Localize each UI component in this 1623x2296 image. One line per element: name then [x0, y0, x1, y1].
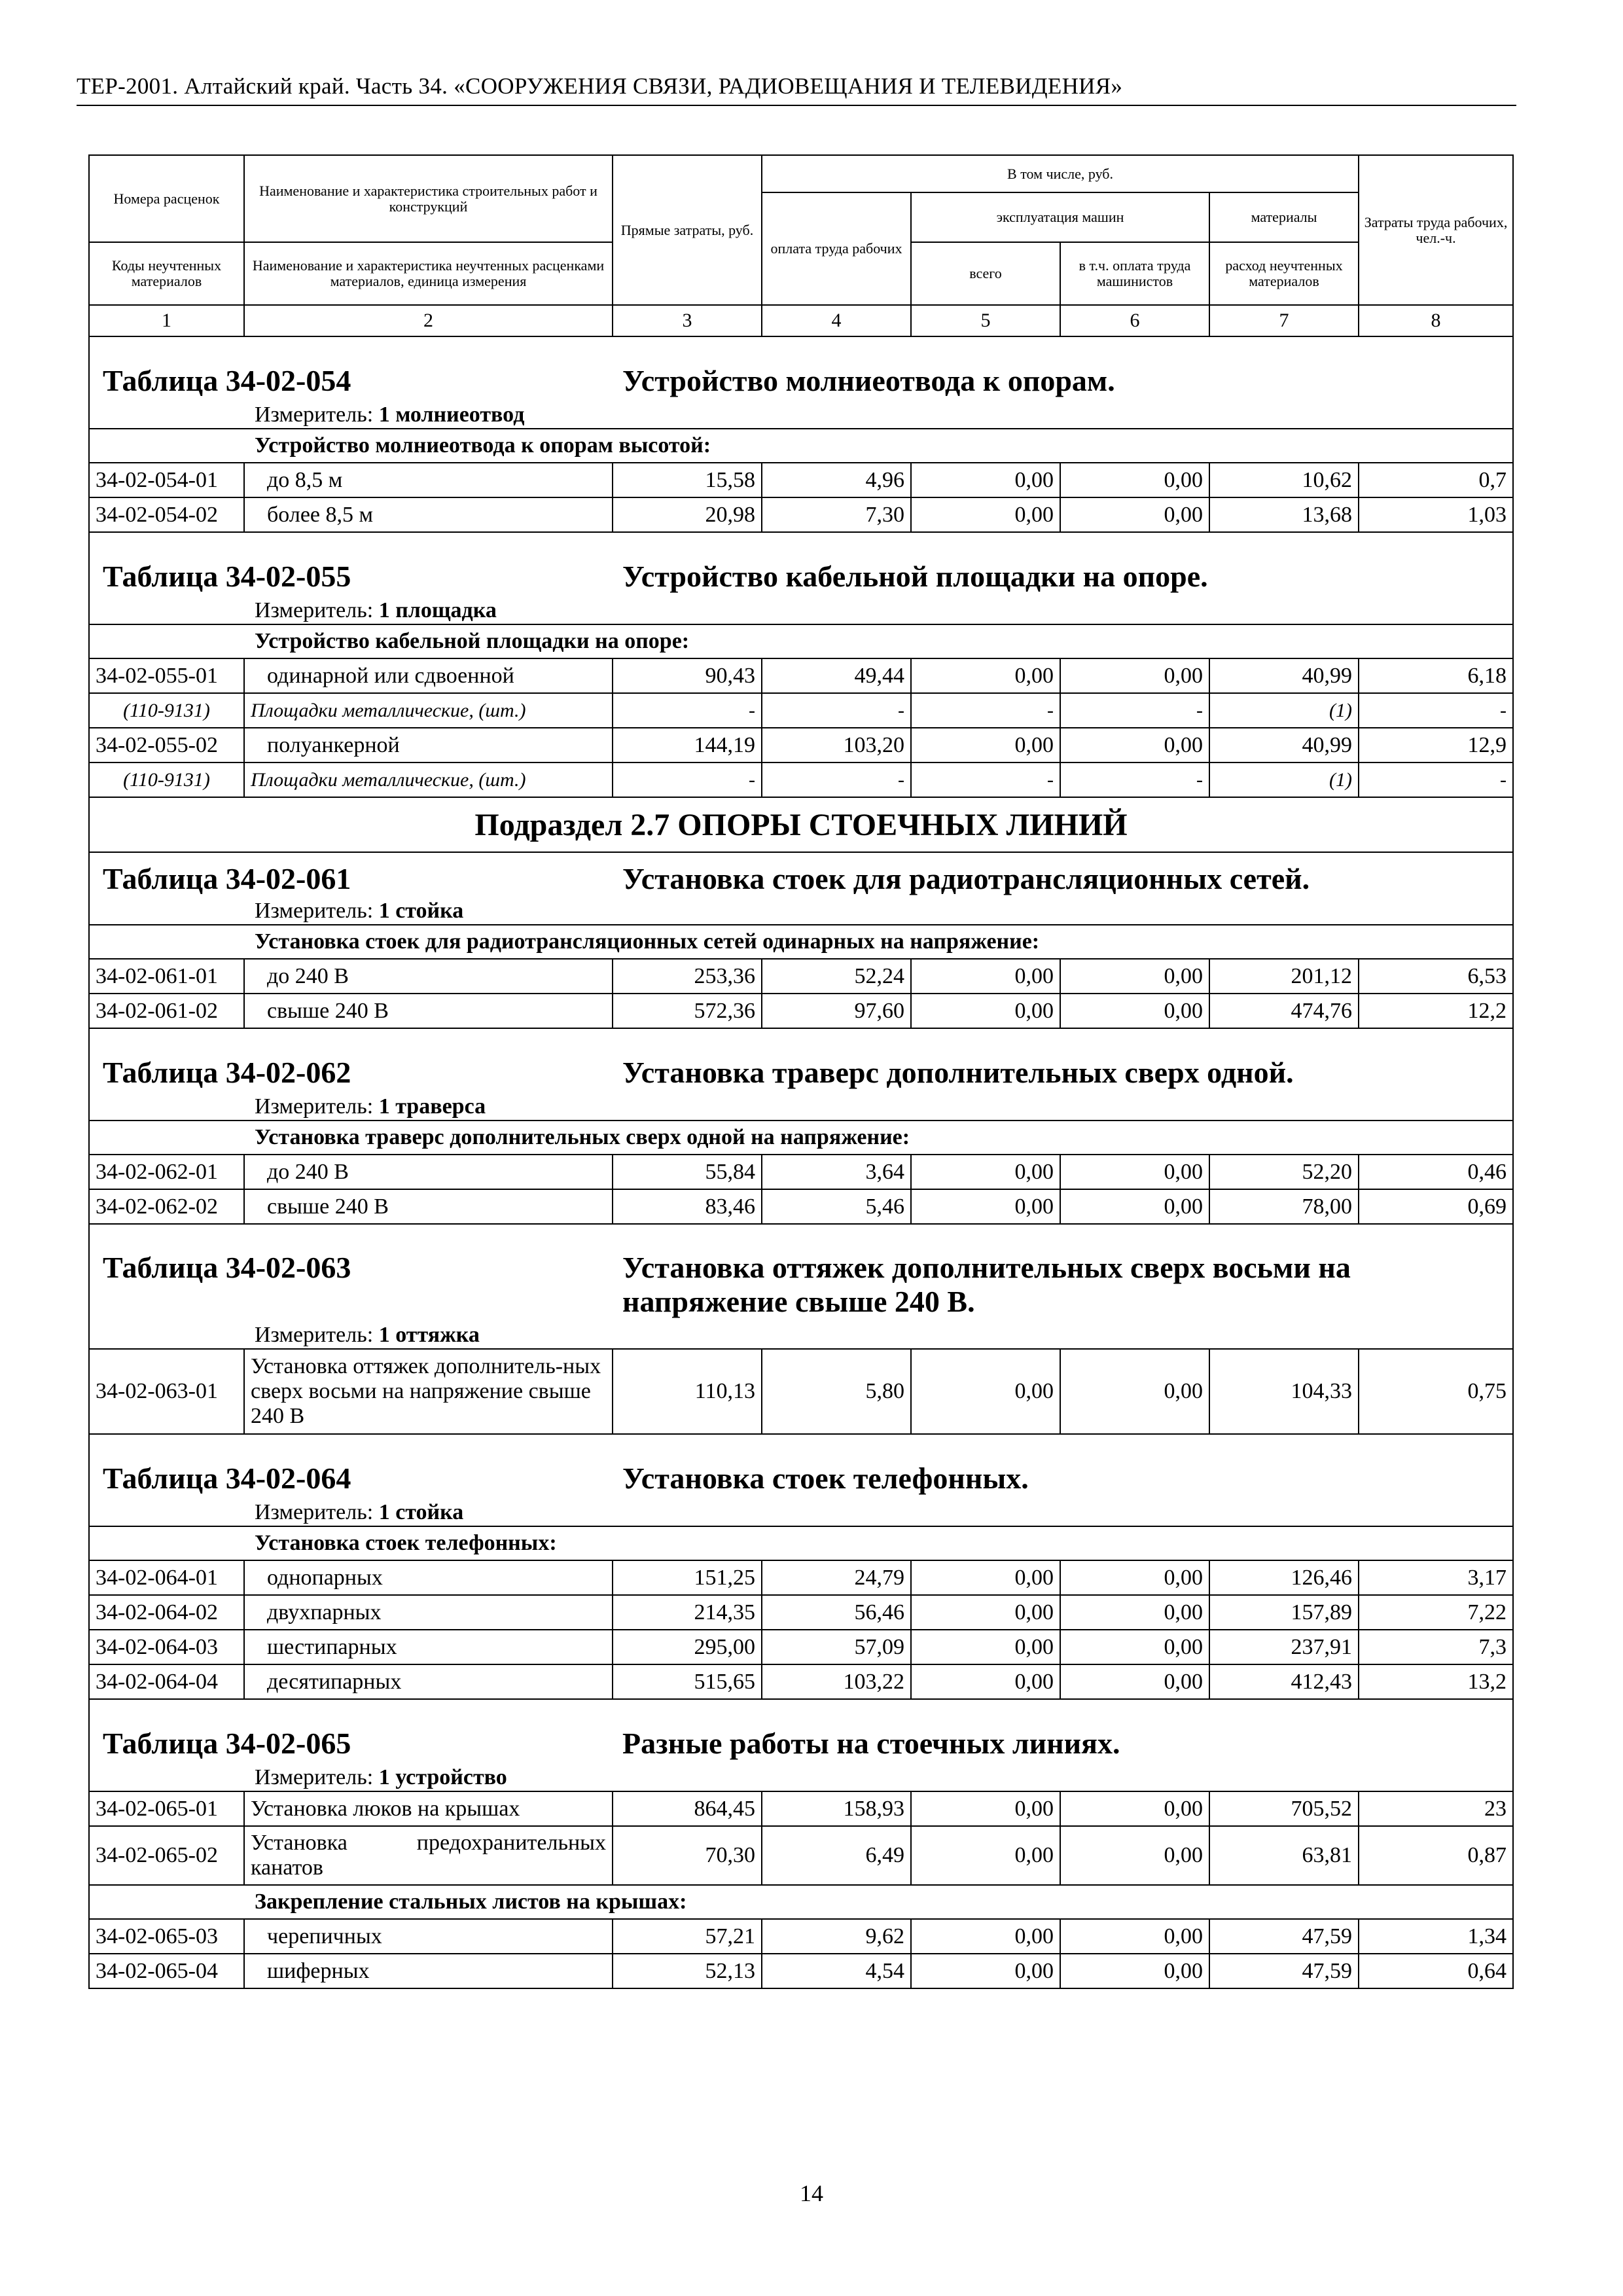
header-rule: [77, 105, 1516, 106]
group-heading: Установка стоек для радиотрансляционных сетей одинарных на напряжение:: [89, 925, 1513, 959]
table-code: Таблица 34-02-061: [103, 861, 351, 895]
col-number: 8: [1359, 305, 1513, 336]
measure-line: Измеритель: 1 стойка: [89, 898, 1513, 925]
col2-header-bottom: Наименование и характеристика неучтенных расценками материалов, единица измерения: [244, 242, 613, 305]
table-title: Установка стоек для радиотрансляционных сетей.: [622, 861, 1310, 895]
table-code: Таблица 34-02-063: [103, 1250, 351, 1284]
table-row: 34-02-055-01 одинарной или сдвоенной 90,43 49,44 0,00 0,00 40,99 6,18: [89, 658, 1513, 693]
group-heading: Устройство кабельной площадки на опоре:: [89, 624, 1513, 658]
table-title: Установка траверс дополнительных сверх одной.: [622, 1055, 1294, 1089]
table-row: 34-02-065-03 черепичных 57,21 9,62 0,00 0,00 47,59 1,34: [89, 1919, 1513, 1954]
col-number: 5: [911, 305, 1060, 336]
running-header: ТЕР-2001. Алтайский край. Часть 34. «СООРУЖЕНИЯ СВЯЗИ, РАДИОВЕЩАНИЯ И ТЕЛЕВИДЕНИЯ»: [77, 73, 1123, 99]
col2-header-top: Наименование и характеристика строительных работ и конструкций: [244, 155, 613, 242]
materials-header: материалы: [1209, 192, 1359, 242]
table-heading: [89, 336, 1513, 402]
table-code: Таблица 34-02-064: [103, 1461, 351, 1495]
table-row: 34-02-054-01 до 8,5 м 15,58 4,96 0,00 0,00 10,62 0,7: [89, 463, 1513, 497]
table-row: 34-02-055-02 полуанкерной 144,19 103,20 0,00 0,00 40,99 12,9: [89, 728, 1513, 762]
table-row: 34-02-061-02 свыше 240 В 572,36 97,60 0,00 0,00 474,76 12,2: [89, 994, 1513, 1028]
measure-line: Измеритель: 1 оттяжка: [89, 1322, 1513, 1349]
table-code: Таблица 34-02-062: [103, 1055, 351, 1089]
table-row: 34-02-061-01 до 240 В 253,36 52,24 0,00 0,00 201,12 6,53: [89, 959, 1513, 994]
table-title: Установка стоек телефонных.: [622, 1461, 1029, 1495]
table-row: 34-02-064-02 двухпарных 214,35 56,46 0,00 0,00 157,89 7,22: [89, 1595, 1513, 1630]
col1-header-top: Номера расценок: [89, 155, 244, 242]
machines-header: эксплуатация машин: [911, 192, 1209, 242]
table-heading: [89, 1699, 1513, 1765]
table-row: 34-02-064-01 однопарных 151,25 24,79 0,00 0,00 126,46 3,17: [89, 1560, 1513, 1595]
including-header: В том числе, руб.: [762, 155, 1359, 192]
table-title: Установка оттяжек дополнительных сверх восьми на напряжение свыше 240 В.: [622, 1250, 1351, 1318]
table-title: Устройство молниеотвода к опорам.: [622, 363, 1115, 397]
col4-header: оплата труда рабочих: [762, 192, 911, 305]
group-heading: Установка стоек телефонных:: [89, 1526, 1513, 1560]
table-row: 34-02-054-02 более 8,5 м 20,98 7,30 0,00 0,00 13,68 1,03: [89, 497, 1513, 532]
table-row: 34-02-064-04 десятипарных 515,65 103,22 0,00 0,00 412,43 13,2: [89, 1664, 1513, 1699]
table-title: Устройство кабельной площадки на опоре.: [622, 559, 1208, 593]
col-number: 4: [762, 305, 911, 336]
price-table: [88, 154, 1514, 1989]
col-number: 1: [89, 305, 244, 336]
material-row: (110-9131) Площадки металлические, (шт.) - - - - (1) -: [89, 693, 1513, 728]
col6-header: в т.ч. оплата труда машинистов: [1060, 242, 1209, 305]
table-row: 34-02-064-03 шестипарных 295,00 57,09 0,00 0,00 237,91 7,3: [89, 1630, 1513, 1664]
col1-header-bottom: Коды неучтенных материалов: [89, 242, 244, 305]
table-heading: [89, 1224, 1513, 1322]
table-heading: [89, 532, 1513, 598]
col-number: 3: [613, 305, 762, 336]
page-number: 14: [800, 2180, 823, 2206]
group-heading: Устройство молниеотвода к опорам высотой:: [89, 429, 1513, 463]
table-heading: [89, 852, 1513, 898]
table-row: 34-02-065-02 Установка предохранительных канатов 70,30 6,49 0,00 0,00 63,81 0,87: [89, 1826, 1513, 1885]
col8-header: Затраты труда рабочих, чел.-ч.: [1359, 155, 1513, 305]
measure-line: Измеритель: 1 молниеотвод: [89, 402, 1513, 429]
measure-line: Измеритель: 1 траверса: [89, 1094, 1513, 1121]
col-number: 2: [244, 305, 613, 336]
table-row: 34-02-062-02 свыше 240 В 83,46 5,46 0,00 0,00 78,00 0,69: [89, 1189, 1513, 1224]
table-row: 34-02-065-04 шиферных 52,13 4,54 0,00 0,00 47,59 0,64: [89, 1954, 1513, 1988]
group-heading: Установка траверс дополнительных сверх одной на напряжение:: [89, 1121, 1513, 1155]
group-heading: Закрепление стальных листов на крышах:: [89, 1885, 1513, 1919]
table-row: 34-02-065-01 Установка люков на крышах 864,45 158,93 0,00 0,00 705,52 23: [89, 1791, 1513, 1826]
material-row: (110-9131) Площадки металлические, (шт.) - - - - (1) -: [89, 762, 1513, 797]
measure-line: Измеритель: 1 устройство: [89, 1765, 1513, 1791]
measure-line: Измеритель: 1 стойка: [89, 1499, 1513, 1526]
table-code: Таблица 34-02-055: [103, 559, 351, 593]
measure-line: Измеритель: 1 площадка: [89, 598, 1513, 624]
col3-header: Прямые затраты, руб.: [613, 155, 762, 305]
col-number: 6: [1060, 305, 1209, 336]
col-number: 7: [1209, 305, 1359, 336]
table-row: 34-02-062-01 до 240 В 55,84 3,64 0,00 0,00 52,20 0,46: [89, 1155, 1513, 1189]
subsection-title: Подраздел 2.7 ОПОРЫ СТОЕЧНЫХ ЛИНИЙ: [89, 797, 1513, 852]
table-code: Таблица 34-02-054: [103, 363, 351, 397]
col5-header: всего: [911, 242, 1060, 305]
table-row: 34-02-063-01 Установка оттяжек дополнитель-ных сверх восьми на напряжение свыше 240 В 110,13 5,80 0,00 0,00 104,33 0,75: [89, 1349, 1513, 1434]
table-title: Разные работы на стоечных линиях.: [622, 1726, 1120, 1760]
col7-header: расход неучтенных материалов: [1209, 242, 1359, 305]
table-code: Таблица 34-02-065: [103, 1726, 351, 1760]
table-heading: [89, 1434, 1513, 1499]
table-heading: [89, 1028, 1513, 1094]
